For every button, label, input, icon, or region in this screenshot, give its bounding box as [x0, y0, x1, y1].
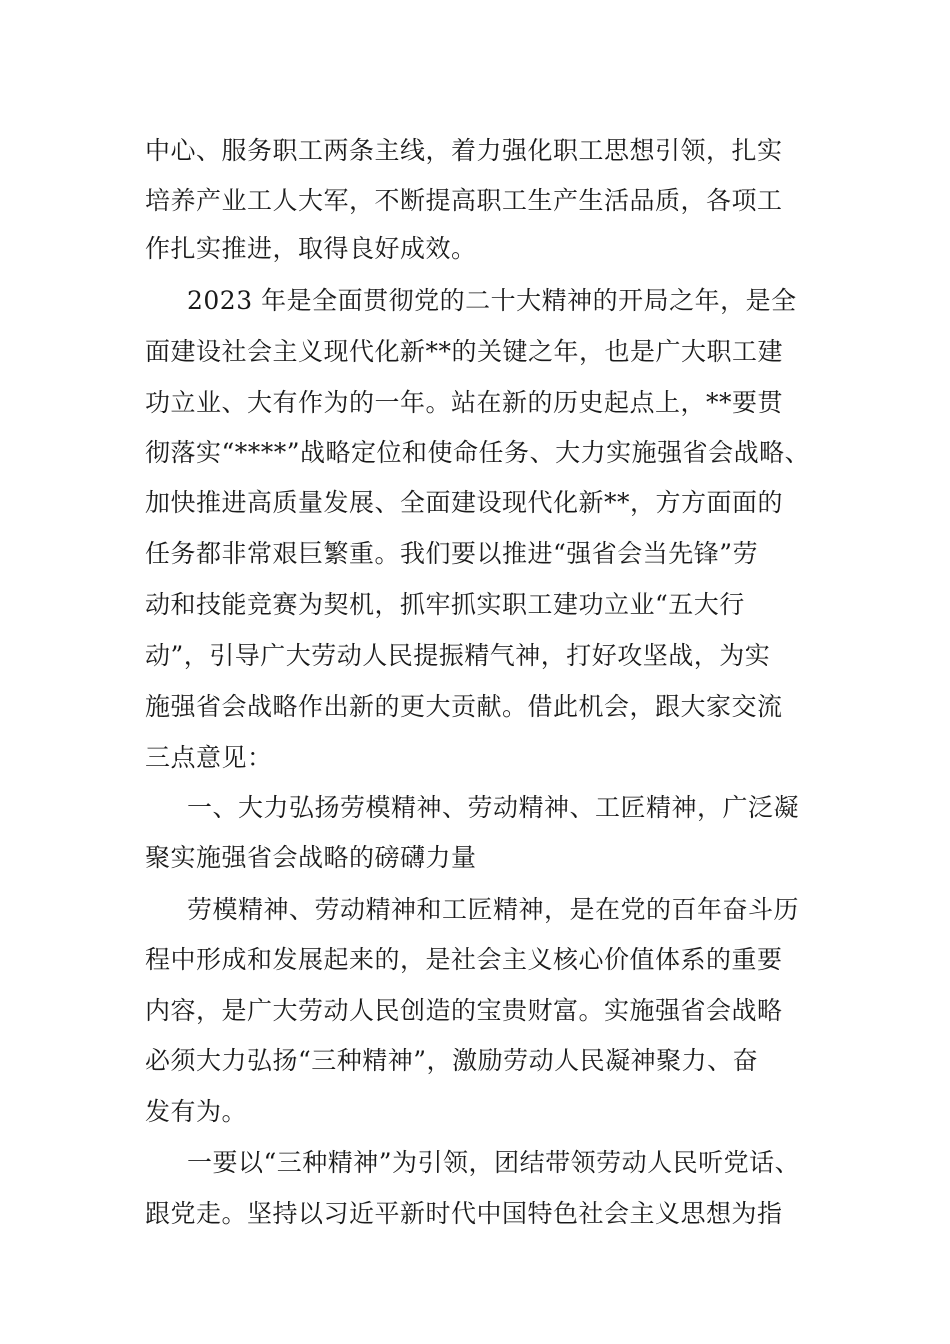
paragraph-line: 三点意见： — [145, 743, 273, 772]
paragraph-line: 作扎实推进，取得良好成效。 — [145, 234, 477, 263]
paragraph-line: 程中形成和发展起来的，是社会主义核心价值体系的重要 — [145, 945, 783, 974]
paragraph-line: 劳模精神、劳动精神和工匠精神，是在党的百年奋斗历 — [187, 895, 800, 924]
paragraph-line: 2023 年是全面贯彻党的二十大精神的开局之年，是全 — [187, 286, 797, 315]
paragraph-line: 一要以“三种精神”为引领，团结带领劳动人民听党话、 — [187, 1148, 801, 1177]
paragraph-line: 施强省会战略作出新的更大贡献。借此机会，跟大家交流 — [145, 692, 783, 721]
paragraph-line: 中心、服务职工两条主线，着力强化职工思想引领，扎实 — [145, 136, 783, 165]
paragraph-line: 动和技能竞赛为契机，抓牢抓实职工建功立业“五大行 — [145, 590, 745, 619]
paragraph-line: 功立业、大有作为的一年。站在新的历史起点上，**要贯 — [145, 388, 784, 417]
paragraph-line: 必须大力弘扬“三种精神”，激励劳动人民凝神聚力、奋 — [145, 1046, 759, 1075]
paragraph-line: 面建设社会主义现代化新**的关键之年，也是广大职工建 — [145, 337, 784, 366]
paragraph-line: 彻落实“****”战略定位和使命任务、大力实施强省会战略、 — [145, 438, 811, 467]
paragraph-line: 动”，引导广大劳动人民提振精气神，打好攻坚战，为实 — [145, 641, 771, 670]
paragraph-line: 培养产业工人大军，不断提高职工生产生活品质，各项工 — [145, 186, 783, 215]
paragraph-line: 加快推进高质量发展、全面建设现代化新**，方方面面的 — [145, 488, 784, 517]
paragraph-line: 跟党走。坚持以习近平新时代中国特色社会主义思想为指 — [145, 1199, 783, 1228]
paragraph-line: 任务都非常艰巨繁重。我们要以推进“强省会当先锋”劳 — [145, 539, 759, 568]
paragraph-line: 发有为。 — [145, 1097, 248, 1126]
section-heading-line: 一、大力弘扬劳模精神、劳动精神、工匠精神，广泛凝 — [187, 793, 800, 822]
section-heading-line: 聚实施强省会战略的磅礴力量 — [145, 843, 477, 872]
paragraph-line: 内容，是广大劳动人民创造的宝贵财富。实施强省会战略 — [145, 996, 783, 1025]
